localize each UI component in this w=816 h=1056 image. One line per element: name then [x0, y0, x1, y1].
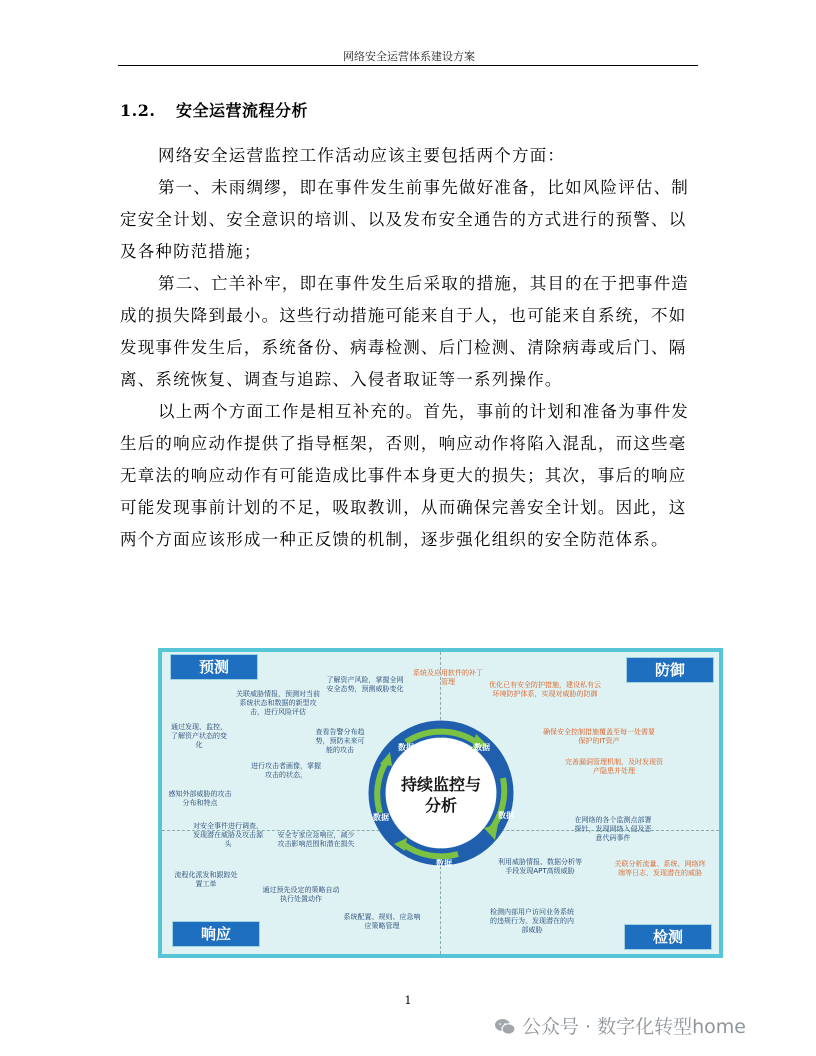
diagram-note: 完善漏洞管理机制，及时发现资产隐患并处理: [565, 758, 663, 775]
diagram-note: 优化已有安全防护措施，建设私有云环境防护体系，实现对威胁的防御: [489, 681, 601, 698]
diagram-note: 感知外部威胁的攻击分布和特点: [168, 790, 232, 807]
paragraph: 网络安全运营监控工作活动应该主要包括两个方面：: [158, 146, 566, 165]
ring-label-data: 数据: [398, 743, 414, 752]
running-header: 网络安全运营体系建设方案: [343, 50, 475, 63]
diagram-note: 查看告警分布趋势，预防未来可能的攻击: [315, 728, 365, 754]
paragraph: 第一、未雨绸缪，即在事件发生前事先做好准备，比如风险评估、制定安全计划、安全意识的培训、以及发布安全通告的方式进行的预警、以及各种防范措施；: [120, 178, 689, 261]
corner-label-detect: 检测: [624, 924, 712, 950]
header-rule: [118, 65, 698, 66]
center-label: 持续监控与分析: [400, 775, 481, 815]
watermark: [494, 1012, 746, 1039]
security-operations-diagram: [158, 648, 723, 958]
ring-label-data: 数据: [474, 743, 490, 752]
section-title: 安全运营流程分析: [176, 101, 309, 120]
ring-label-data: 数据: [498, 811, 514, 820]
paragraph: 以上两个方面工作是相互补充的。首先，事前的计划和准备为事件发生后的响应动作提供了指导框架，否则，响应动作将陷入混乱，而这些毫无章法的响应动作有可能造成比事件本身更大的损失；其次，事后的响应可能发现事前计划的不足，吸取教训，从而确保完善安全计划。因此，这两个方面应该形成一种正反馈的机制，逐步强化组织的安全防范体系。: [120, 402, 689, 549]
diagram-note: 确保安全控制措施覆盖至每一处需要保护的IT资产: [543, 728, 655, 745]
diagram-note: 流程化派发和跟踪处置工单: [174, 871, 238, 888]
corner-label-respond: 响应: [172, 921, 260, 947]
diagram-note: 进行攻击者画像，掌握攻击的状态，: [251, 762, 321, 779]
wechat-icon: [494, 1018, 516, 1036]
diagram-note: 关联分析流量、系统、网络终端等日志，发现潜在的威胁: [614, 860, 706, 877]
corner-label-defend: 防御: [626, 657, 714, 683]
ring-label-data: 数据: [436, 859, 452, 868]
diagram-note: 对安全事件进行调查，发现潜在威胁及攻击源头: [193, 822, 263, 848]
body-text: [120, 140, 698, 556]
corner-label-predict: 预测: [170, 654, 258, 680]
paragraph: 第二、亡羊补牢，即在事件发生后采取的措施，其目的在于把事件造成的损失降到最小。这些行动措施可能来自于人，也可能来自系统，不如发现事件发生后，系统备份、病毒检测、后门检测、清除病毒或后门、隔离、系统恢复、调查与追踪、入侵者取证等一系列操作。: [120, 274, 689, 389]
diagram-note: 系统配置、规则、应急响应策略管理: [343, 913, 421, 930]
watermark-text: 公众号 · 数字化转型home: [522, 1016, 746, 1038]
diagram-note: 安全专家应急响应，减少攻击影响范围和潜在损失: [277, 831, 355, 848]
diagram-note: 利用威胁情报、数据分析等手段发现APT高级威胁: [498, 858, 582, 875]
section-number: 1.2.: [120, 101, 156, 120]
diagram-note: 通过预先设定的策略自动执行处置动作: [262, 886, 340, 903]
diagram-note: 通过发现、监控，了解资产状态的变化: [171, 723, 227, 749]
diagram-note: 关联威胁情报，预测对当前系统状态和数据的新型攻击，进行风险评估: [236, 690, 320, 716]
section-heading: [120, 98, 308, 121]
diagram-note: 检测内部用户访问业务系统的违规行为，发现潜在的内部威胁: [490, 908, 574, 934]
diagram-note: 在网络的各个监测点部署探针，发现网络入侵及恶意代码事件: [574, 816, 652, 842]
page-number: 1: [404, 994, 412, 1007]
diagram-note: 了解资产风险，掌握全网安全态势，预测威胁变化: [326, 676, 404, 693]
ring-label-data: 数据: [373, 813, 389, 822]
diagram-note: 系统及应用软件的补丁管理: [413, 669, 483, 686]
